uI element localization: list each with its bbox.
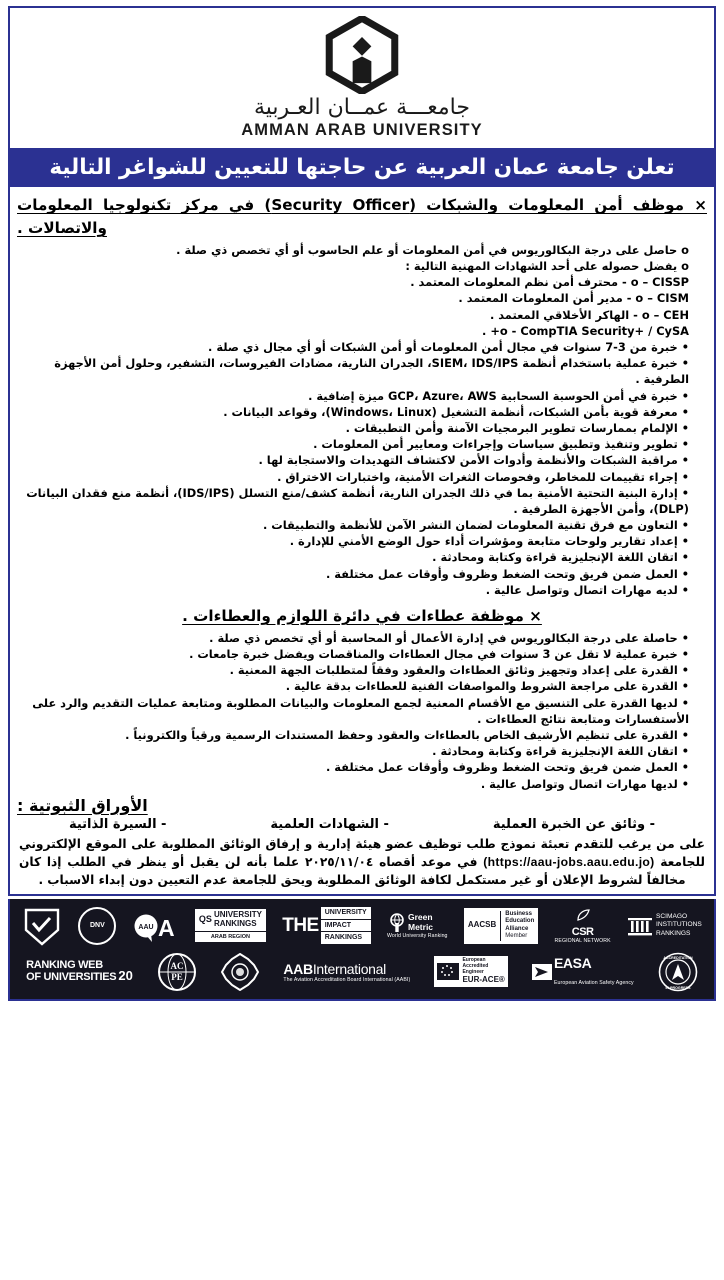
announcement-banner: تعلن جامعة عمان العربية عن حاجتها للتعيين للشواغر التالية [8,150,716,187]
document-item: - السيرة الذاتية [68,816,167,832]
requirement-item: • خبرة عملية باستخدام أنظمة SIEM، IDS/IPS، الجدران النارية، مضادات الفيروسات، التشفير، وحلول أمن الأجهزة الطرفية . [54,356,689,387]
easa-icon: EASA European Aviation Safety Agency [532,955,634,989]
requirement-item: • اتقان اللغة الإنجليزية قراءة وكتابة ومحادثة . [432,744,689,759]
requirement-item: • العمل ضمن فريق وتحت الضغط وظروف وأوقات عمل مختلفة . [325,566,689,581]
document-item: - وثائق عن الخبرة العملية [492,816,656,832]
instructions-text-part2: في موعد أقصاه ٢٠٢٥/١١/٠٤ علما بأنه لن يقبل أو ينظر في الطلب إذا كان مخالفاً لشروط الإعلان أو غير مستكمل لكافة الوثائق المطلوبة ويحق للجامعة عدم التعيين دون إبداء الاسباب . [19,854,686,888]
requirement-item: • إعداد تقارير ولوحات متابعة ومؤشرات أداء حول الوضع الأمني للإدارة . [289,534,689,549]
svg-text:A: A [157,914,175,941]
requirement-item: o – CISSP - محترف أمن نظم المعلومات المعتمد . [410,275,689,290]
instructions-text-part1: على من يرغب للتقدم تعبئة نموذج طلب توظيف عضو هيئة إدارية و إرفاق الوثائق المطلوبة على الموقع الإلكتروني للجامعة [19,836,705,869]
requirement-item: • خبرة في أمن الحوسبة السحابية GCP، Azure، AWS ميزة إضافية . [308,388,689,403]
aau-hexagon-logo-icon [323,16,401,94]
requirement-item: • مراقبة الشبكات والأنظمة وأدوات الأمن لاكتشاف التهديدات والاستجابة لها . [258,453,689,468]
requirement-item: • العمل ضمن فريق وتحت الضغط وظروف وأوقات عمل مختلفة . [325,760,689,775]
svg-text:AAU: AAU [138,923,154,931]
advertisement-body [8,187,716,895]
university-name-english: AMMAN ARAB UNIVERSITY [241,121,483,140]
requirement-item: • الإلمام بممارسات تطوير البرمجيات الآمنة وأمن التطبيقات . [345,420,689,435]
aab-international-icon: AABInternational The Aviation Accreditation Board International (AABI) [283,960,411,983]
aacsb-business-education-alliance-icon: AACSB Business Education Alliance Member [464,908,538,944]
requirement-item: • القدرة على مراجعة الشروط والمواصفات الفنية للعطاءات بدقة عالية . [285,679,689,694]
svg-text:ACCREDITATION: ACCREDITATION [663,955,693,960]
accreditation-footer [8,899,716,1001]
dnv-icon: DNV [78,907,116,945]
svg-text:IN PROGRESS: IN PROGRESS [665,985,691,990]
required-documents-row [17,817,707,832]
application-instructions [17,835,707,890]
eur-ace-icon: European Accredited Engineer EUR-ACE® [434,956,507,987]
requirement-item: • لديها مهارات اتصال وتواصل عالية . [480,776,689,791]
requirement-item: • التعاون مع فرق تقنية المعلومات لضمان النشر الآمن للأنظمة والتطبيقات . [262,518,689,533]
application-portal-url[interactable]: (https://aau-jobs.aau.edu.jo) [483,854,655,869]
requirement-item: o - CompTIA Security+ / CySA+ . [482,323,689,338]
ranking-web-of-universities-icon: RANKING WEB OF UNIVERSITIES 20 [26,958,133,984]
requirement-item: • تطوير وتنفيذ وتطبيق سياسات وإجراءات ومعايير أمن المعلومات . [313,437,689,452]
csr-regional-network-icon: CSR REGIONAL NETWORK [555,908,611,944]
requirement-item: o – CEH - الهاكر الأخلاقي المعتمد . [489,307,689,322]
ui-greenmetric-icon: Green Metric World University Ranking [387,912,448,939]
job-title-security-officer: × موظف أمن المعلومات والشبكات (Security Officer) في مركز تكنولوجيا المعلومات والاتصالات . [17,196,707,238]
required-documents-title: الأوراق الثبوتية : [17,795,148,815]
svg-text:AC: AC [170,960,184,971]
requirement-item: • حاصلة على درجة البكالوريوس في إدارة الأعمال أو المحاسبة أو أي تخصص ذي صلة . [209,630,689,645]
requirement-item: • لديه مهارات اتصال وتواصل عالية . [485,582,689,597]
requirement-item: • إجراء تقييمات للمخاطر، وفحوصات الثغرات الأمنية، واختبارات الاختراق . [277,469,689,484]
job-2-requirements-list [17,630,707,792]
requirement-item: o حاصل على درجة البكالوريوس في أمن المعلومات أو علم الحاسوب أو أي تخصص ذي صلة . [176,242,689,257]
accreditation-in-progress-icon [658,952,698,992]
requirement-item: • معرفة قوية بأمن الشبكات، أنظمة التشغيل (Windows، Linux)، وقواعد البيانات . [223,404,689,419]
requirement-item: • خبرة عملية لا تقل عن 3 سنوات في مجال العطاءات والمناقصات ويفضل خبرة جامعات . [189,647,689,661]
accreditation-logo-row-1 [12,903,712,949]
requirement-item: • القدرة على تنظيم الأرشيف الخاص بالعطاءات والعقود وحفظ المستندات الرسمية ورقياً والكترونياً . [125,727,689,742]
requirement-item: • اتقان اللغة الإنجليزية قراءة وكتابة ومحادثة . [432,550,689,565]
aau-qa-icon [133,908,179,944]
requirement-item: • لديها القدرة على التنسيق مع الأقسام المعنية لجمع المعلومات والبيانات المطلوبة ومتابعة عمليات التقديم والرد على الأستفسارات ومتابعة نتائج العطاءات . [32,695,689,726]
requirement-item: • القدرة على إعداد وتجهيز وثائق العطاءات والعقود وفقاً لمتطلبات الجهة المعنية . [229,663,689,678]
the-university-impact-rankings-icon: THE UNIVERSITY IMPACT RANKINGS [282,907,371,944]
requirement-item: o – CISM - مدير أمن المعلومات المعتمد . [458,291,689,306]
jawda-quality-icon [22,906,62,946]
accreditation-logo-row-2 [12,949,712,995]
svg-text:PE: PE [171,971,183,982]
requirement-item: • خبرة من 3-7 سنوات في مجال أمن المعلومات أو أمن الشبكات أو أي مجال ذي صلة . [208,340,689,355]
university-name-arabic: جامعـــة عمــان العـربية [254,95,470,120]
arab-accreditation-seal-icon [221,953,259,991]
document-item: - الشهادات العلمية [270,816,389,832]
requirement-item: o يفضل حصوله على أحد الشهادات المهنية التالية : [405,259,689,274]
acpe-icon [157,952,197,992]
scimago-institutions-rankings-icon: SCIMAGO INSTITUTIONS RANKINGS [627,913,702,939]
job-title-tenders-officer: × موظفة عطاءات في دائرة اللوازم والعطاءات . [182,607,542,626]
job-1-requirements-list [17,242,707,598]
requirement-item: • إدارة البنية التحتية الأمنية بما في ذلك الجدران النارية، أنظمة كشف/منع التسلل (IDS/IPS)، أنظمة منع فقدان البيانات (DLP)، وأمن الأجهزة الطرفية . [26,485,689,516]
university-header [8,6,716,150]
qs-university-rankings-icon: QS UNIVERSITY RANKINGS ARAB REGION [195,909,266,942]
